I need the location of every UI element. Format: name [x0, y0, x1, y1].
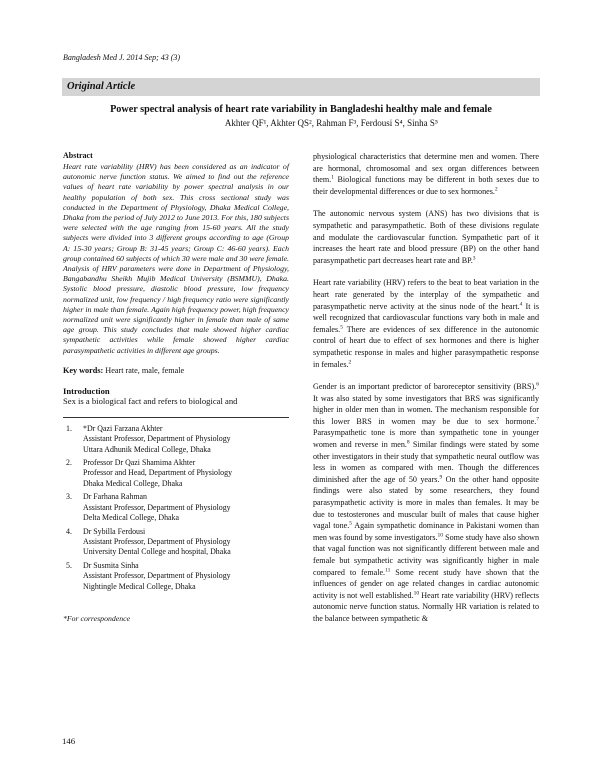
- affiliation-line: *Dr Qazi Farzana Akhter: [83, 423, 163, 433]
- abstract-heading: Abstract: [63, 151, 93, 160]
- author-line: Akhter QF¹, Akhter QS², Rahman F³, Ferdousi S⁴, Sinha S⁵: [224, 118, 438, 128]
- affiliation-line: Dr Sybilla Ferdousi: [83, 526, 146, 536]
- body-paragraph: Heart rate variability (HRV) refers to the beat to beat variation in the heart rate generated by the interplay of the sympathetic and parasympathetic nerve activity at the sinus node of the heart.$^4$ It is well recognized that cardiovascular functions vary both in male and females.$^5$ There are evidences of sex difference in the autonomic control of heart due to effect of sex hormones and there is higher sympathetic response in males and higher parasympathetic response in females.$^2$: [313, 278, 539, 369]
- keywords-label: Key words:: [63, 365, 104, 375]
- correspondence-note: *For correspondence: [63, 613, 131, 623]
- affiliation-item: [63, 527, 289, 558]
- affiliation-line: Nightingle Medical College, Dhaka: [83, 581, 196, 591]
- body-paragraph: Gender is an important predictor of baroreceptor sensitivity (BRS).$^6$ It was also stated by some investigators that BRS was significantly higher in older men than in women. The mechanism responsible for this lower BRS in women may be due to sex hormone.$^7$ Parasympathetic tone is more than sympathetic tone in younger women and reverse in men.$^8$ Similar findings were stated by some other investigators in their study that sympathetic neural outflow was less in women as compared with men. Though the differences diminished after the age of 50 years.$^9$ On the other hand opposite findings were also stated by some researchers, they found parasympathetic activity is more in males than females. It may be due to testosterones and muscular built of males that cause higher vagal tone.$^5$ Again sympathetic dominance in Pakistani women than men was found by some investigators.$^{10}$ Some study have also shown that vagal function was not significantly different between male and female but sympathetic activity was significantly higher in male compared to female.$^{11}$ Some recent study have shown that the influences of gender on age related changes in cardiac autonomic activity is not well established.$^{10}$ Heart rate variability (HRV) reflects autonomic nerve function status. Normally HR variation is related to the balance between sympathetic &: [313, 381, 539, 623]
- affiliation-number: 3.: [66, 492, 72, 502]
- citation-marker: 10: [413, 590, 420, 597]
- affiliation-number: 4.: [66, 526, 72, 536]
- affiliation-item: [63, 424, 289, 455]
- affiliation-line: Assistant Professor, Department of Physiology: [83, 434, 231, 444]
- left-column: [63, 151, 289, 623]
- affiliation-line: Dr Susmita Sinha: [83, 560, 139, 570]
- affiliation-line: Professor and Head, Department of Physiology: [83, 468, 233, 478]
- body-paragraph: The autonomic nervous system (ANS) has two divisions that is sympathetic and parasympathetic. Both of these divisions regulate and modulate the cardiovascular function. Sympathetic part of it increases the heart rate and blood pressure (BP) on the other hand parasympathetic part decreases heart rate and BP.$^3$: [313, 209, 539, 265]
- affiliation-line: Professor Dr Qazi Shamima Akhter: [83, 458, 196, 468]
- citation-marker: 6: [536, 381, 539, 388]
- affiliation-line: Uttara Adhunik Medical College, Dhaka: [83, 444, 211, 454]
- section-label: Original Article: [67, 81, 136, 92]
- abstract-text: Heart rate variability (HRV) has been considered as an indicator of autonomic nerve function status. We aimed to find out the reference values of heart rate variability by power spectral analysis in our healthy population of both sex. This cross sectional study was conducted in the Department of Physiology, Dhaka Medical College, Dhaka from the period of July 2012 to June 2013. For this, 180 subjects were selected with the age ranging from 15-60 years. All the study subjects were divided into 3 different groups according to age (Group A: 15-30 years; Group B: 31-45 years; Group C: 46-60 years). Each group contained 60 subjects of which 30 were male and 30 were female. Analysis of HRV parameters were done in Department of Physiology, Bangabandhu Sheikh Mujib Medical University (BSMMU), Dhaka. Systolic blood pressure, diastolic blood pressure, low frequency normalized unit, low frequency / high frequency ratio were significantly higher in male than female. Again high frequency power, high frequency normalized unit were significantly higher in female than male of same age group. This study concludes that male showed higher cardiac sympathetic activities while female showed higher cardiac parasympathetic activities in different age groups.: [63, 162, 289, 355]
- affiliation-number: 2.: [66, 458, 72, 468]
- affiliation-line: Dhaka Medical College, Dhaka: [83, 478, 183, 488]
- affiliation-line: Dr Farhana Rahman: [83, 492, 147, 502]
- citation-marker: 2: [494, 186, 498, 193]
- affiliation-line: University Dental College and hospital, Dhaka: [83, 547, 231, 557]
- citation-marker: 2: [348, 358, 352, 365]
- affiliation-line: Assistant Professor, Department of Physiology: [83, 571, 231, 581]
- affiliation-number: 5.: [66, 560, 72, 570]
- journal-header: Bangladesh Med J. 2014 Sep; 43 (3): [63, 53, 181, 62]
- section-banner: [62, 78, 540, 96]
- affiliation-item: [63, 458, 289, 489]
- affiliation-item: [63, 492, 289, 523]
- citation-marker: 7: [536, 416, 539, 423]
- citation-marker: 3: [472, 255, 476, 262]
- introduction-text: Sex is a biological fact and refers to biological and: [63, 395, 238, 406]
- affiliation-line: Assistant Professor, Department of Physiology: [83, 502, 231, 512]
- citation-marker: 9: [439, 474, 443, 481]
- page-number: 146: [62, 736, 76, 746]
- citation-marker: 8: [406, 439, 410, 446]
- keywords: [63, 366, 289, 375]
- affiliation-line: Delta Medical College, Dhaka: [83, 513, 179, 523]
- citation-marker: 11: [385, 566, 391, 573]
- affiliation-list: [63, 424, 289, 592]
- citation-marker: 1: [331, 174, 334, 181]
- citation-marker: 4: [519, 300, 523, 307]
- affiliation-item: [63, 561, 289, 592]
- right-column: [313, 151, 539, 636]
- affiliation-line: Assistant Professor, Department of Physiology: [83, 536, 231, 546]
- citation-marker: 5: [349, 520, 352, 527]
- citation-marker: 10: [437, 532, 444, 539]
- keywords-value: Heart rate, male, female: [105, 365, 185, 375]
- body-paragraph: physiological characteristics that determine men and women. There are hormonal, chromosomal and sex organ differences between them.$^1$ Biological functions may be different in both sexes due to their developmental differences or due to sex hormones.$^2$: [313, 152, 539, 196]
- footnote-divider: [63, 417, 289, 418]
- introduction-heading: Introduction: [63, 385, 110, 396]
- affiliation-number: 1.: [66, 423, 72, 433]
- article-title: Power spectral analysis of heart rate variability in Bangladeshi healthy male and female: [110, 104, 492, 115]
- citation-marker: 5: [340, 324, 343, 331]
